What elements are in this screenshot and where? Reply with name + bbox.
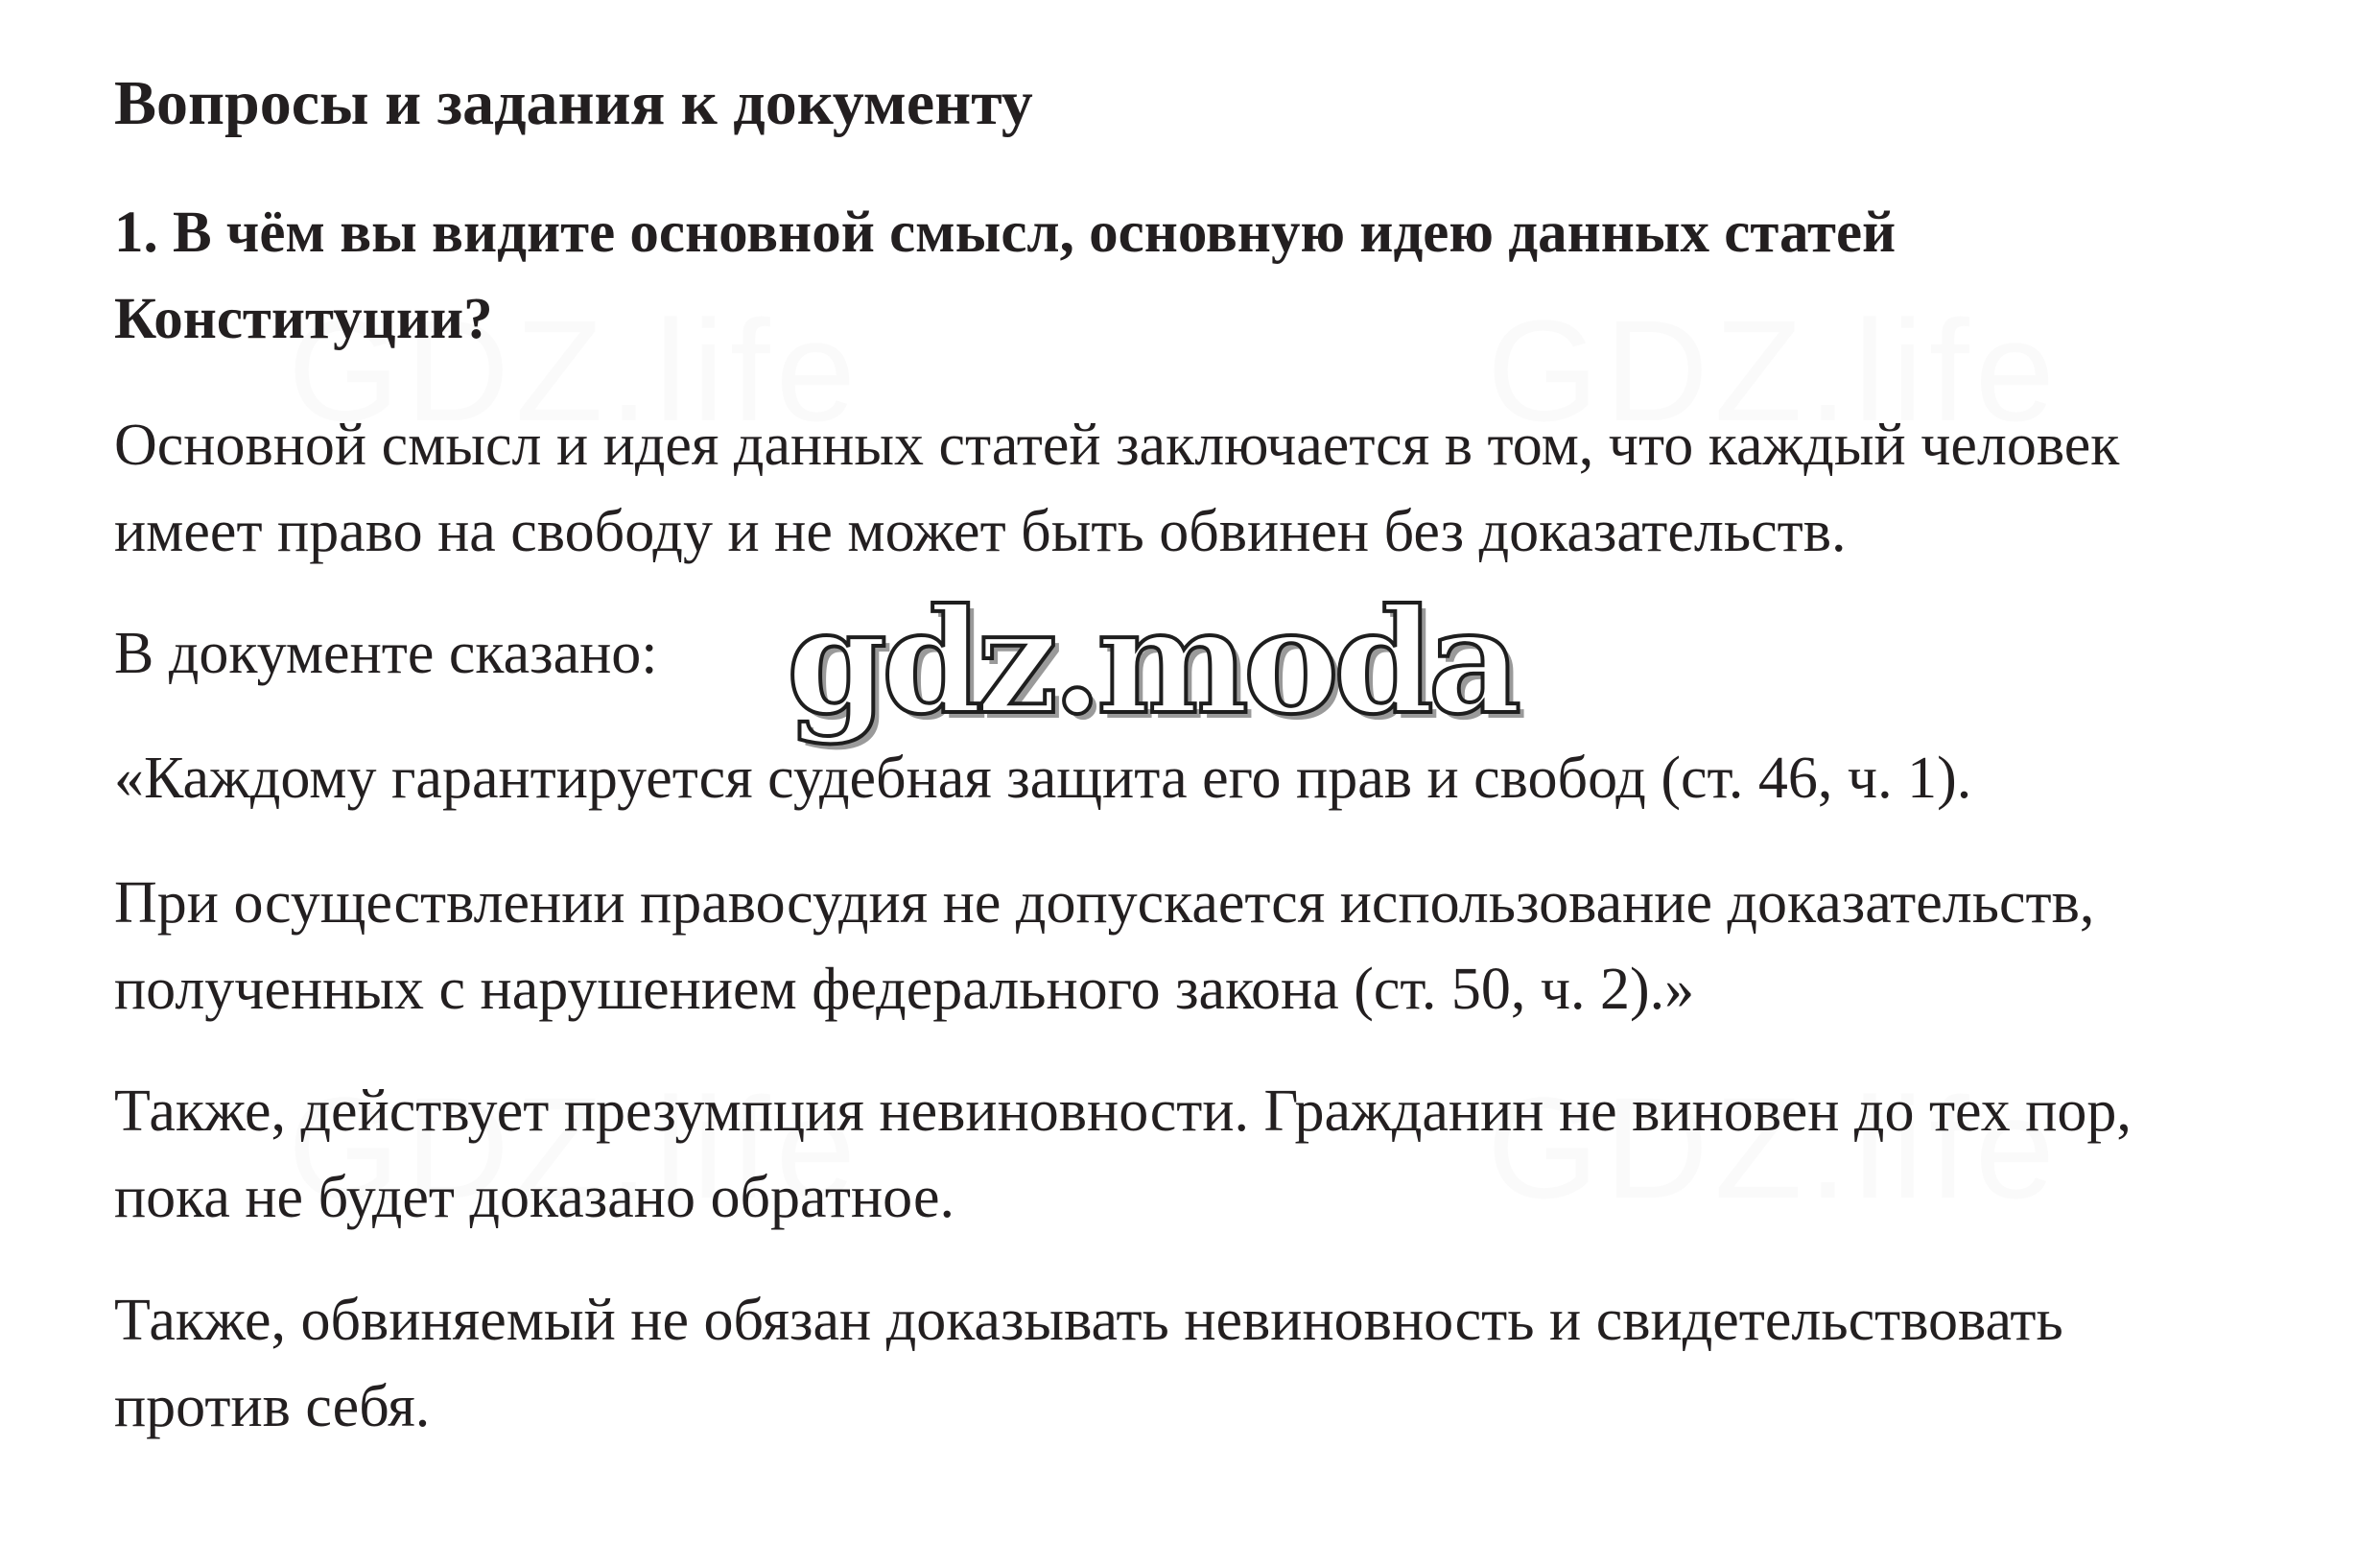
paragraph-line: Также, обвиняемый не обязан доказывать невиновность и свидетельствовать [114, 1288, 2063, 1353]
paragraph-line: против себя. [114, 1374, 431, 1439]
paragraph-line: Также, действует презумпция невиновности. Гражданин не виновен до тех пор, [114, 1079, 2132, 1144]
answer-paragraph-presumption [114, 1068, 2132, 1241]
paragraph-line: Основной смысл и идея данных статей заключается в том, что каждый человек [114, 413, 2120, 478]
watermark-logo: gdz.moda [787, 578, 1517, 747]
paragraph-line: «Каждому гарантируется судебная защита его прав и свобод (ст. 46, ч. 1). [114, 746, 1972, 811]
paragraph-line: В документе сказано: [114, 621, 658, 686]
paragraph-line: пока не будет доказано обратное. [114, 1165, 954, 1230]
paragraph-line: имеет право на свободу и не может быть обвинен без доказательств. [114, 499, 1847, 564]
answer-paragraph-document-says [114, 610, 658, 697]
quote-paragraph-article-50 [114, 860, 2094, 1032]
paragraph-line: полученных с нарушением федерального закона (ст. 50, ч. 2).» [114, 957, 1695, 1022]
paragraph-line: При осуществлении правосудия не допускается использование доказательств, [114, 870, 2095, 936]
question-text [114, 190, 1896, 363]
question-line: 1. В чём вы видите основной смысл, основную идею данных статей [114, 201, 1897, 265]
answer-paragraph-self-incrimination [114, 1277, 2063, 1450]
question-line: Конституции? [114, 287, 493, 351]
section-heading: Вопросы и задания к документу [114, 68, 1033, 138]
answer-paragraph-main-idea [114, 402, 2119, 575]
